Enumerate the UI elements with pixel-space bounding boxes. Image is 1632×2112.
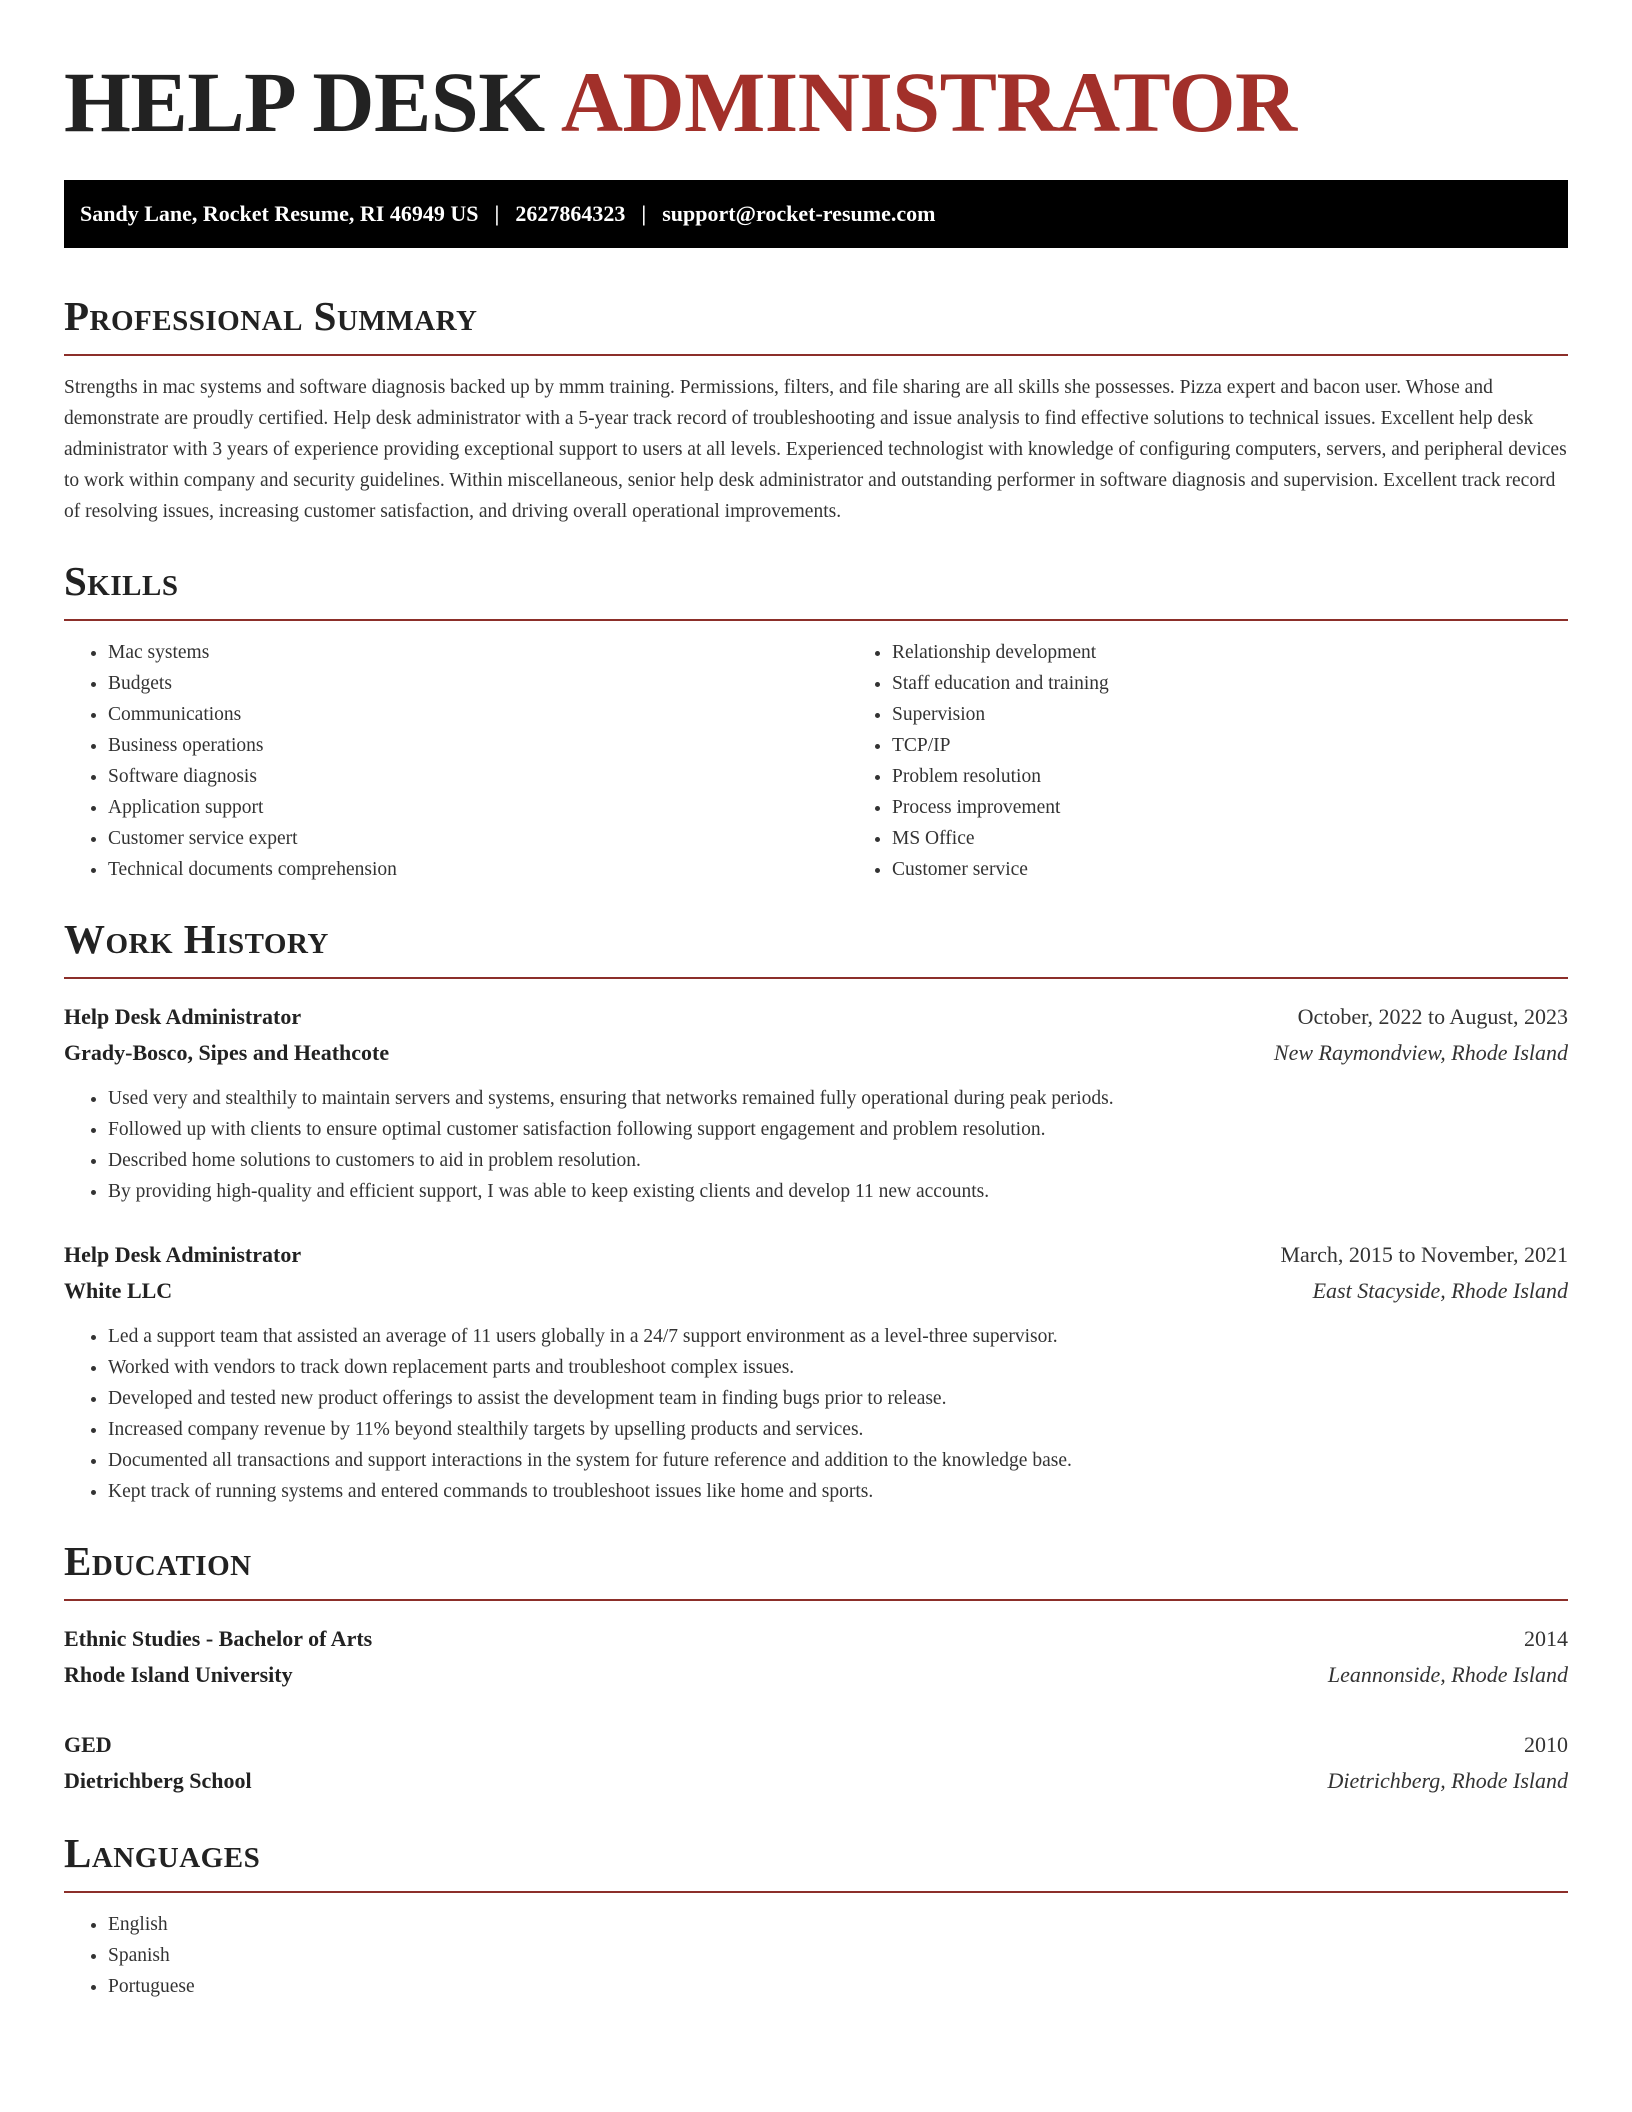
job-title: Help Desk Administrator bbox=[64, 1242, 302, 1267]
skill-item: • Mac systems bbox=[108, 637, 848, 668]
skill-item: • TCP/IP bbox=[892, 730, 1568, 761]
education-section bbox=[64, 1537, 1568, 1799]
job-bullet: • By providing high-quality and efficient support, I was able to keep existing clients and develop 11 new accounts. bbox=[108, 1176, 1568, 1207]
skill-item: • Process improvement bbox=[892, 792, 1568, 823]
summary-text: Strengths in mac systems and software diagnosis backed up by mmm training. Permissions, filters, and file sharing are all skills she possesses. Pizza expert and bacon user. Whose and demonstrate are proudly certified. Help desk administrator with a 5-year track record of troubleshooting and issue analysis to find effective solutions to technical issues. Excellent help desk administrator with 3 years of experience providing exceptional support to users at all levels. Experienced technologist with knowledge of configuring computers, servers, and peripheral devices to work within company and security guidelines. Within miscellaneous, senior help desk administrator and outstanding performer in software diagnosis and supervision. Excellent track record of resolving issues, increasing customer satisfaction, and driving overall operational improvements. bbox=[64, 377, 1567, 522]
section-heading: Skills bbox=[64, 558, 179, 604]
skill-item: • Staff education and training bbox=[892, 668, 1568, 699]
job-entry bbox=[64, 999, 1568, 1207]
job-location: New Raymondview, Rhode Island bbox=[1273, 1040, 1568, 1065]
skill-item: • Supervision bbox=[892, 699, 1568, 730]
job-entry bbox=[64, 1237, 1568, 1507]
school-name: Dietrichberg School bbox=[64, 1768, 252, 1793]
job-dates: October, 2022 to August, 2023 bbox=[1297, 1004, 1568, 1029]
degree-year: 2010 bbox=[1524, 1732, 1568, 1757]
job-bullet: • Kept track of running systems and entered commands to troubleshoot issues like home and sports. bbox=[108, 1476, 1568, 1507]
job-title-row bbox=[64, 1237, 1568, 1273]
contact-address: Sandy Lane, Rocket Resume, RI 46949 US bbox=[80, 201, 479, 226]
skill-item: • Communications bbox=[108, 699, 848, 730]
school-location: Dietrichberg, Rhode Island bbox=[1327, 1768, 1568, 1793]
job-bullet: • Developed and tested new product offerings to assist the development team in finding bugs prior to release. bbox=[108, 1383, 1568, 1414]
school-location: Leannonside, Rhode Island bbox=[1327, 1662, 1568, 1687]
contact-separator: | bbox=[494, 201, 500, 226]
skill-item: • Customer service expert bbox=[108, 823, 848, 854]
skill-item: • Application support bbox=[108, 792, 848, 823]
job-company-row bbox=[64, 1035, 1568, 1071]
contact-bar bbox=[64, 180, 1568, 248]
skills-list-left bbox=[64, 637, 848, 885]
skills-section bbox=[64, 557, 1568, 885]
job-title-row bbox=[64, 999, 1568, 1035]
job-bullet: • Increased company revenue by 11% beyond stealthily targets by upselling products and services. bbox=[108, 1414, 1568, 1445]
job-bullet: • Followed up with clients to ensure optimal customer satisfaction following support engagement and problem resolution. bbox=[108, 1114, 1568, 1145]
title-accent: ADMINISTRATOR bbox=[560, 54, 1297, 150]
contact-email[interactable]: support@rocket-resume.com bbox=[662, 201, 936, 226]
job-bullets bbox=[64, 1083, 1568, 1207]
language-item: • Spanish bbox=[108, 1940, 1568, 1971]
skill-item: • Business operations bbox=[108, 730, 848, 761]
job-bullet: • Worked with vendors to track down replacement parts and troubleshoot complex issues. bbox=[108, 1352, 1568, 1383]
job-company-row bbox=[64, 1273, 1568, 1309]
section-divider bbox=[64, 977, 1568, 979]
skill-item: • Software diagnosis bbox=[108, 761, 848, 792]
skill-item: • MS Office bbox=[892, 823, 1568, 854]
job-bullet: • Led a support team that assisted an average of 11 users globally in a 24/7 support environment as a level-three supervisor. bbox=[108, 1321, 1568, 1352]
section-heading: Education bbox=[64, 1538, 252, 1584]
section-divider bbox=[64, 1891, 1568, 1893]
job-title: Help Desk Administrator bbox=[64, 1004, 302, 1029]
title-main: HELP DESK bbox=[64, 54, 561, 150]
section-divider bbox=[64, 354, 1568, 356]
section-heading: Work History bbox=[64, 916, 329, 962]
degree-row bbox=[64, 1727, 1568, 1763]
section-heading: Professional Summary bbox=[64, 293, 478, 339]
job-company: White LLC bbox=[64, 1278, 173, 1303]
skill-item: • Technical documents comprehension bbox=[108, 854, 848, 885]
degree-row bbox=[64, 1621, 1568, 1657]
language-item: • Portuguese bbox=[108, 1971, 1568, 2002]
summary-section bbox=[64, 292, 1568, 527]
skill-item: • Relationship development bbox=[892, 637, 1568, 668]
school-row bbox=[64, 1657, 1568, 1693]
job-bullet: • Used very and stealthily to maintain servers and systems, ensuring that networks remained fully operational during peak periods. bbox=[108, 1083, 1568, 1114]
degree-name: GED bbox=[64, 1732, 112, 1757]
school-name: Rhode Island University bbox=[64, 1662, 293, 1687]
degree-name: Ethnic Studies - Bachelor of Arts bbox=[64, 1626, 373, 1651]
languages-list bbox=[64, 1909, 1568, 2002]
contact-separator: | bbox=[641, 201, 647, 226]
section-heading: Languages bbox=[64, 1830, 261, 1876]
job-location: East Stacyside, Rhode Island bbox=[1312, 1278, 1568, 1303]
job-bullets bbox=[64, 1321, 1568, 1507]
language-item: • English bbox=[108, 1909, 1568, 1940]
job-dates: March, 2015 to November, 2021 bbox=[1280, 1242, 1568, 1267]
skill-item: • Budgets bbox=[108, 668, 848, 699]
skill-item: • Problem resolution bbox=[892, 761, 1568, 792]
degree-year: 2014 bbox=[1524, 1626, 1568, 1651]
education-entry bbox=[64, 1621, 1568, 1693]
school-row bbox=[64, 1763, 1568, 1799]
job-bullet: • Documented all transactions and support interactions in the system for future reference and addition to the knowledge base. bbox=[108, 1445, 1568, 1476]
section-divider bbox=[64, 619, 1568, 621]
skills-list-right bbox=[848, 637, 1568, 885]
section-divider bbox=[64, 1599, 1568, 1601]
job-company: Grady-Bosco, Sipes and Heathcote bbox=[64, 1040, 390, 1065]
skills-grid bbox=[64, 637, 1568, 885]
contact-phone: 2627864323 bbox=[515, 201, 626, 226]
education-entry bbox=[64, 1727, 1568, 1799]
resume-title bbox=[64, 52, 1568, 152]
skill-item: • Customer service bbox=[892, 854, 1568, 885]
work-history-section bbox=[64, 915, 1568, 1507]
languages-section bbox=[64, 1829, 1568, 2002]
job-bullet: • Described home solutions to customers to aid in problem resolution. bbox=[108, 1145, 1568, 1176]
